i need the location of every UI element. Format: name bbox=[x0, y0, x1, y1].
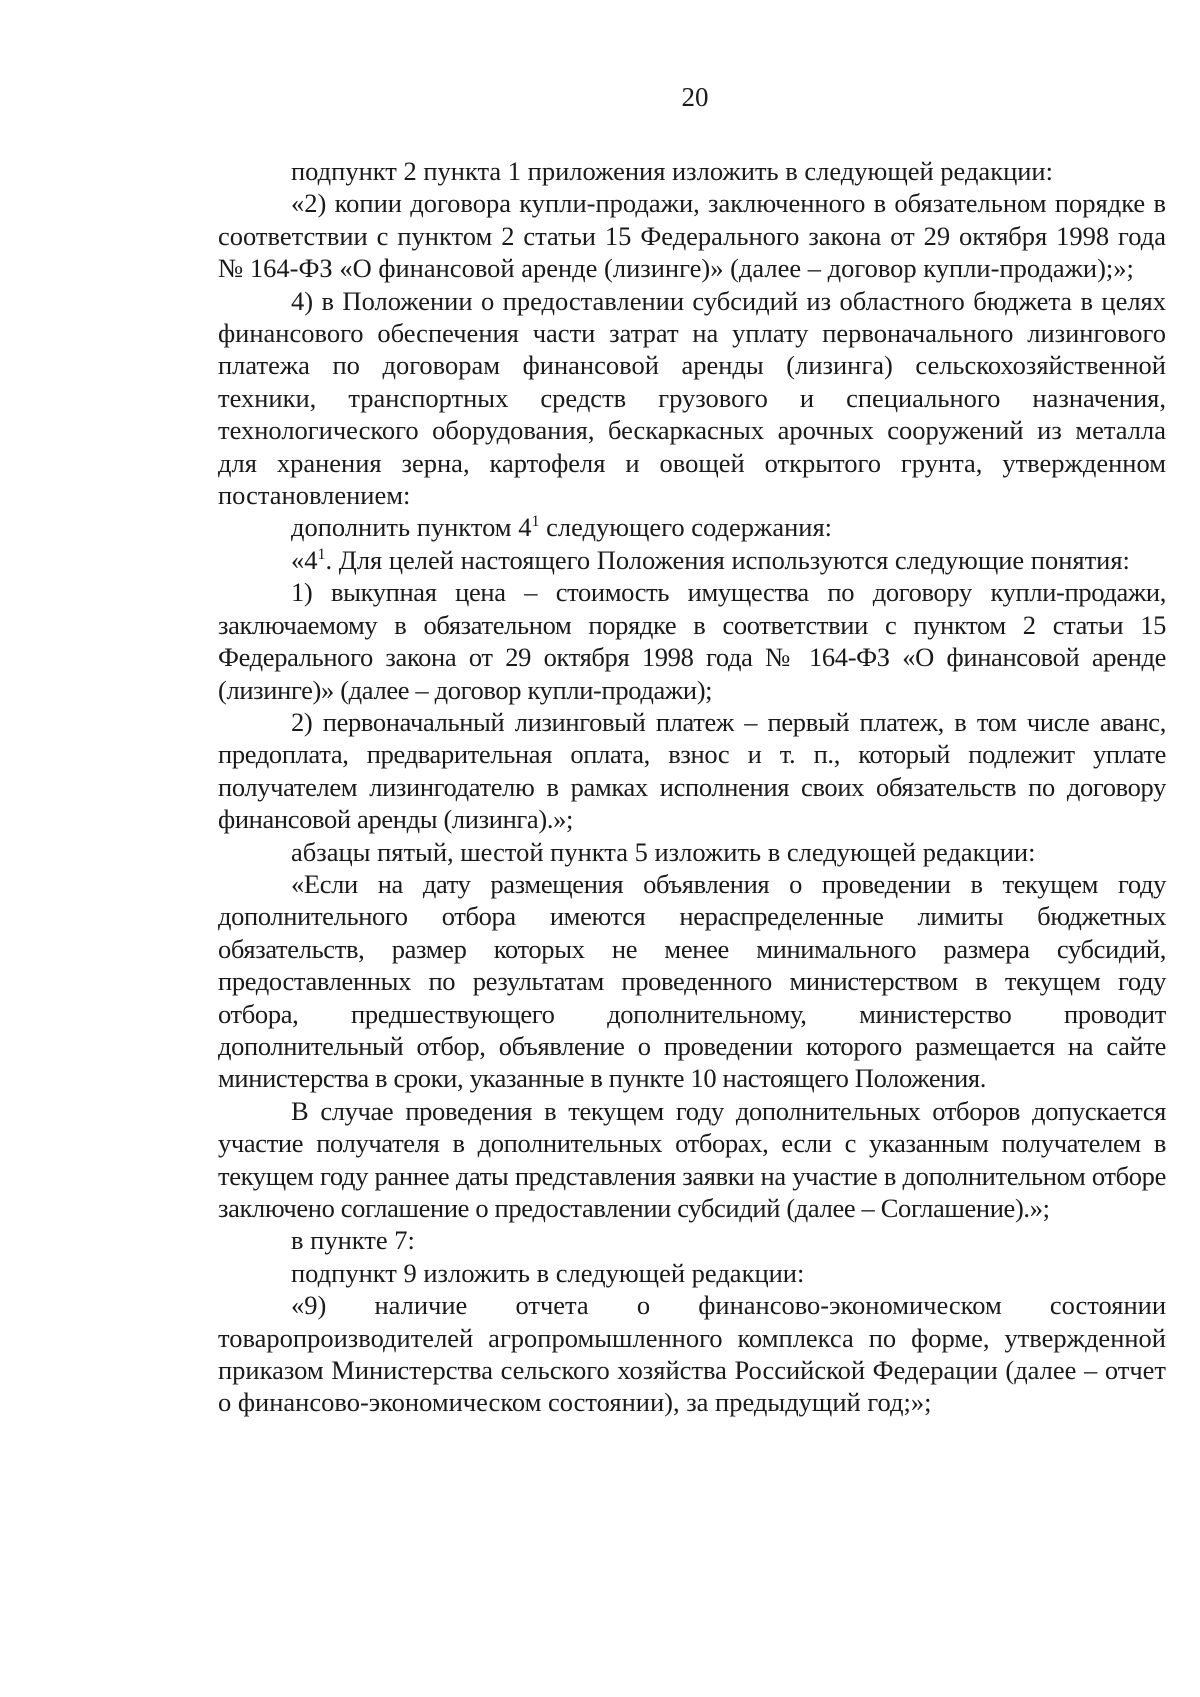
paragraph-subpoint-9-intro: подпункт 9 изложить в следующей редакции: bbox=[291, 1257, 805, 1288]
paragraph-point-4-1-after: . Для целей настоящего Положения используются следующие понятия: bbox=[325, 544, 1130, 575]
paragraph-point-4-1-text bbox=[218, 544, 1166, 576]
paragraph-add-point-4-1 bbox=[218, 511, 1166, 543]
paragraph-point-5-additional-selections-participation: В случае проведения в текущем году дополнительных отборов допускается участие получателя в дополнительных отборах, если с указанным получателем в текущем году раннее даты представления заявки на участие в дополнительном отборе заключено соглашение о предоставлении субсидий (далее – Соглашение).»; bbox=[218, 1095, 1166, 1223]
paragraph-definition-buyout-price: 1) выкупная цена – стоимость имущества по договору купли-продажи, заключаемому в обязательном порядке в соответствии с пунктом 2 статьи 15 Федерального закона от 29 октября 1998 года № 164-ФЗ «О финансовой аренде (лизинге)» (далее – договор купли-продажи); bbox=[218, 577, 1166, 705]
paragraph-subpoint-9-text: «9) наличие отчета о финансово-экономическом состоянии товаропроизводителей агропромышленного комплекса по форме, утвержденной приказом Министерства сельского хозяйства Российской Федерации (далее – отчет о финансово-экономическом состоянии), за предыдущий год;»; bbox=[218, 1290, 1166, 1418]
paragraph-point-5-intro: абзацы пятый, шестой пункта 5 изложить в следующей редакции: bbox=[291, 836, 1036, 867]
paragraph-add-point-4-1-before: дополнить пунктом 4 bbox=[291, 512, 532, 543]
superscript-1: 1 bbox=[317, 545, 326, 563]
paragraph-item-4-regulation: 4) в Положении о предоставлении субсидий из областного бюджета в целях финансового обеспечения части затрат на уплату первоначального лизингового платежа по договорам финансовой аренды (лизинга) сельскохозяйственной техники, транспортных средств грузового и специального назначения, технологического оборудования, бескаркасных арочных сооружений из металла для хранения зерна, картофеля и овощей открытого грунта, утвержденном постановлением: bbox=[218, 285, 1166, 511]
paragraph-subpoint-2-text: «2) копии договора купли-продажи, заключенного в обязательном порядке в соответствии с пунктом 2 статьи 15 Федерального закона от 29 октября 1998 года № 164-ФЗ «О финансовой аренде (лизинге)» (далее – договор купли-продажи);»; bbox=[218, 188, 1166, 284]
paragraph-subpoint-2-intro: подпункт 2 пункта 1 приложения изложить в следующей редакции: bbox=[291, 156, 1053, 186]
paragraph-definition-initial-payment: 2) первоначальный лизинговый платеж – первый платеж, в том числе аванс, предоплата, предварительная оплата, взнос и т. п., который подлежит уплате получателем лизингодателю в рамках исполнения своих обязательств по договору финансовой аренды (лизинга).»; bbox=[218, 706, 1166, 835]
paragraph-point-7-intro: в пункте 7: bbox=[291, 1225, 415, 1256]
paragraph-add-point-4-1-after: следующего содержания: bbox=[539, 512, 833, 543]
paragraph-point-4-1-before: «4 bbox=[291, 544, 318, 575]
document-body bbox=[218, 155, 1166, 1419]
paragraph-point-5-additional-selection: «Если на дату размещения объявления о проведении в текущем году дополнительного отбора имеются нераспределенные лимиты бюджетных обязательств, размер которых не менее минимального размера субсидий, предоставленных по результатам проведенного министерством в текущем году отбора, предшествующего дополнительному, министерство проводит дополнительный отбор, объявление о проведении которого размещается на сайте министерства в сроки, указанные в пункте 10 настоящего Положения. bbox=[218, 868, 1166, 1094]
superscript-1: 1 bbox=[531, 513, 540, 531]
page-number: 20 bbox=[681, 82, 709, 112]
